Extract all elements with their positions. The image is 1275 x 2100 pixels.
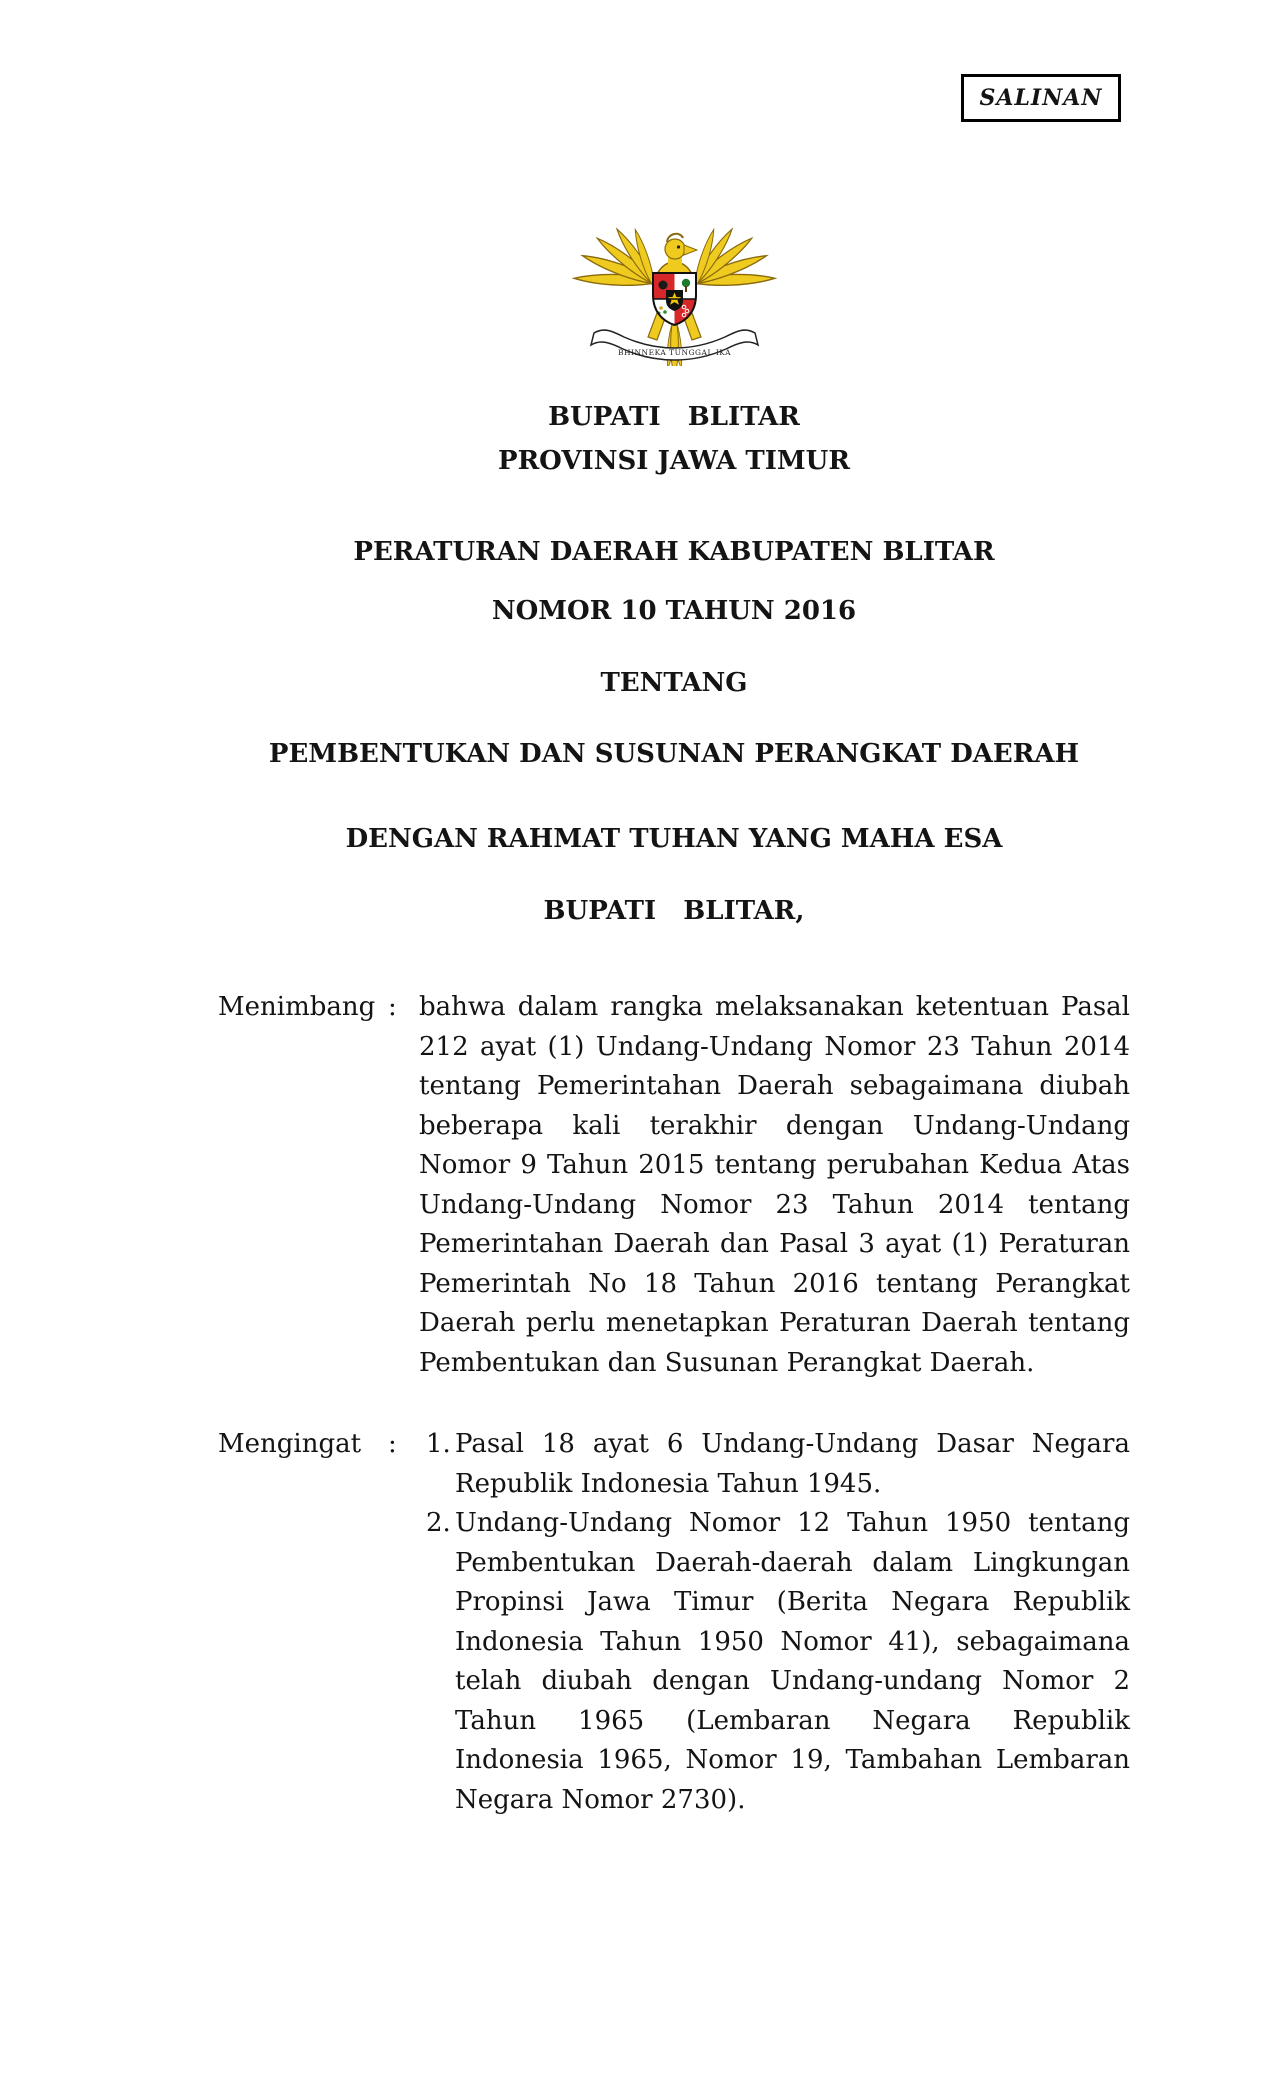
regulation-number: NOMOR 10 TAHUN 2016	[491, 596, 857, 626]
considering-text: bahwa dalam rangka melaksanakan ketentuan Pasal 212 ayat (1) Undang-Undang Nomor 23 Tahun 2014 tentang Pemerintahan Daerah sebagaimana diubah beberapa kali terakhir dengan Undang-Undang Nomor 9 Tahun 2015 tentang perubahan Kedua Atas Undang-Undang Nomor 23 Tahun 2014 tentang Pemerintahan Daerah dan Pasal 3 ayat (1) Peraturan Pemerintah No 18 Tahun 2016 tentang Perangkat Daerah perlu menetapkan Peraturan Daerah tentang Pembentukan dan Susunan Perangkat Daerah.	[419, 992, 1130, 1378]
authority-title: BUPATI BLITAR	[548, 402, 800, 432]
considering-label: Menimbang	[218, 992, 376, 1022]
list-item-number: 2.	[426, 1508, 451, 1538]
recalling-clause	[218, 1425, 1130, 1820]
garuda-beak	[684, 245, 697, 255]
issuer-line: BUPATI BLITAR,	[543, 896, 805, 926]
considering-clause	[218, 988, 1130, 1383]
recalling-colon: :	[388, 1429, 397, 1459]
list-item	[419, 1504, 1130, 1820]
document-header	[218, 0, 1130, 928]
garuda-pancasila-emblem	[572, 181, 777, 366]
recalling-label: Mengingat	[218, 1429, 362, 1459]
regulation-subject: PEMBENTUKAN DAN SUSUNAN PERANGKAT DAERAH	[268, 739, 1080, 769]
list-item-number: 1.	[426, 1429, 451, 1459]
emblem-motto-text: BHINNEKA TUNGGAL IKA	[617, 348, 731, 357]
regulation-title: PERATURAN DAERAH KABUPATEN BLITAR	[353, 537, 995, 567]
garuda-right-wing	[686, 227, 774, 290]
garuda-left-wing	[573, 227, 661, 290]
about-label: TENTANG	[600, 668, 748, 698]
garuda-eye	[676, 245, 679, 248]
salinan-stamp-label: SALINAN	[979, 85, 1103, 111]
considering-colon: :	[388, 992, 397, 1022]
list-item-text: Undang-Undang Nomor 12 Tahun 1950 tentang Pembentukan Daerah-daerah dalam Lingkungan Propinsi Jawa Timur (Berita Negara Republik Indonesia Tahun 1950 Nomor 41), sebagaimana telah diubah dengan Undang-undang Nomor 2 Tahun 1965 (Lembaran Negara Republik Indonesia 1965, Nomor 19, Tambahan Lembaran Negara Nomor 2730).	[455, 1508, 1130, 1815]
list-item-text: Pasal 18 ayat 6 Undang-Undang Dasar Negara Republik Indonesia Tahun 1945.	[455, 1429, 1130, 1499]
recalling-list	[419, 1425, 1130, 1820]
province-title: PROVINSI JAWA TIMUR	[498, 446, 850, 476]
list-item	[419, 1425, 1130, 1504]
grace-line: DENGAN RAHMAT TUHAN YANG MAHA ESA	[345, 824, 1003, 854]
document-content	[218, 0, 1130, 1820]
